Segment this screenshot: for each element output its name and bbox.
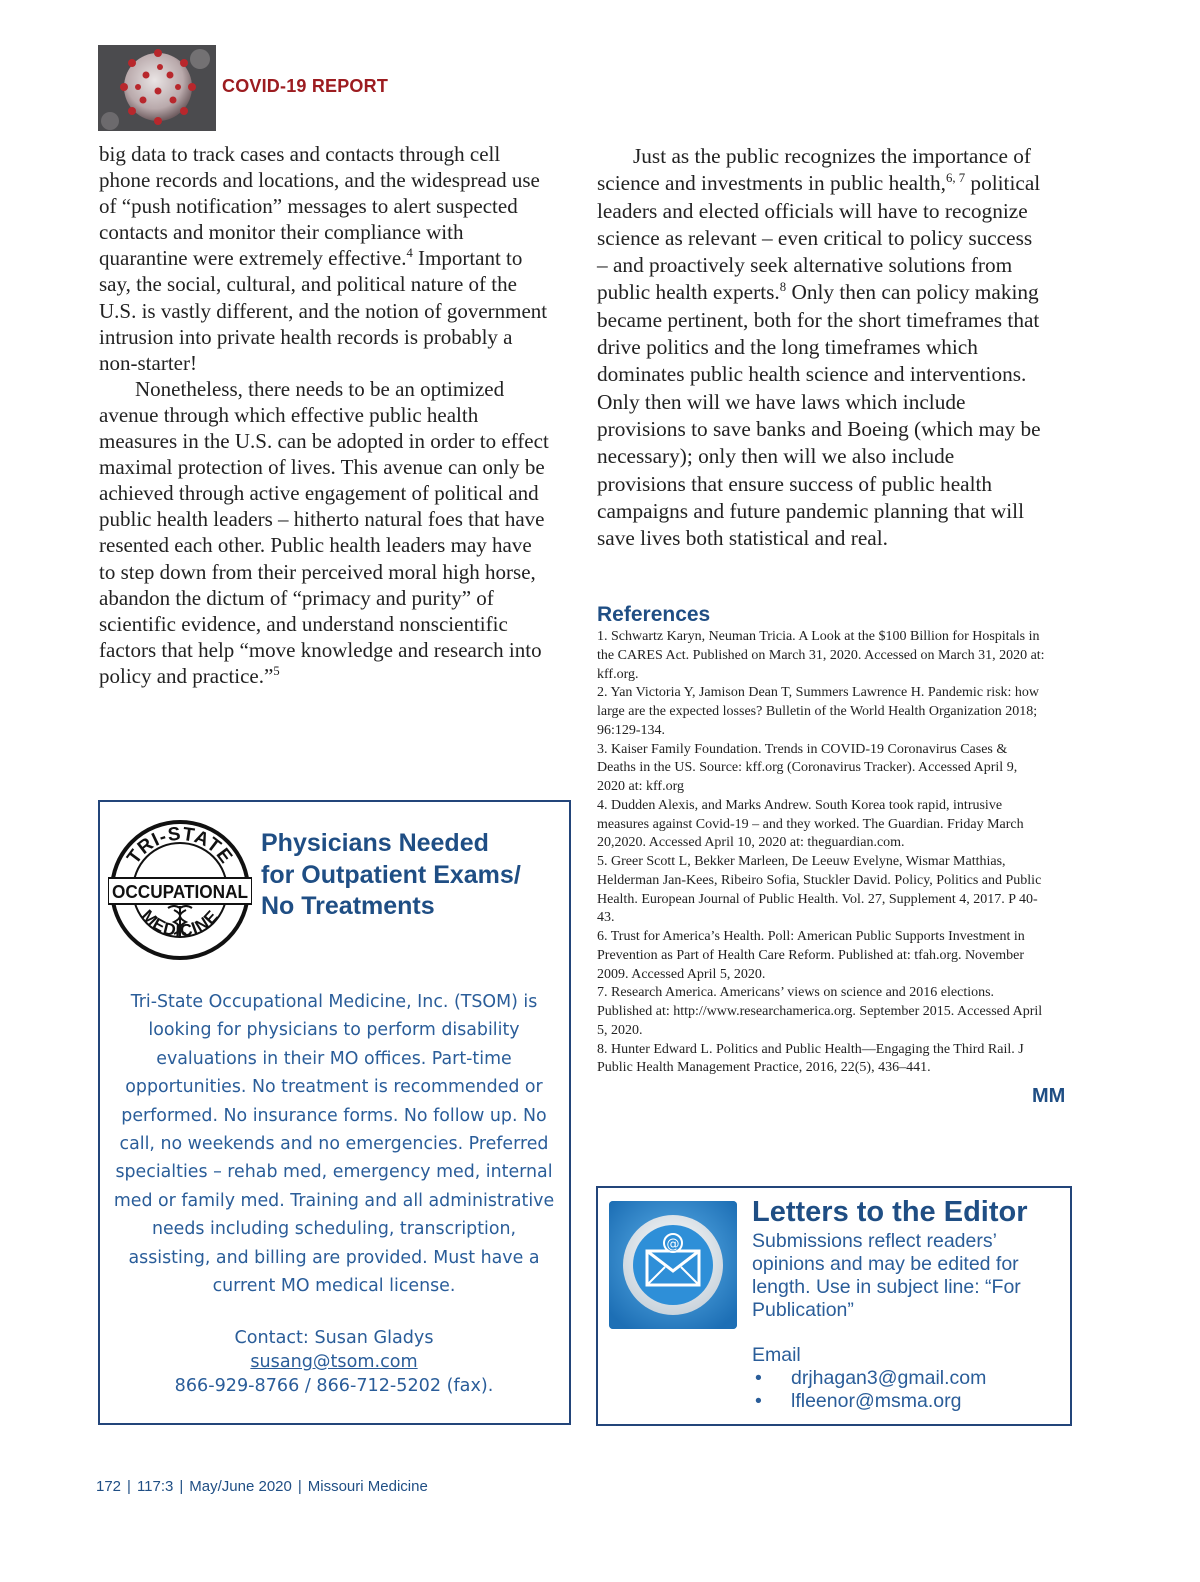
ad-contact xyxy=(112,1326,556,1399)
end-mark: MM xyxy=(1032,1085,1066,1107)
email-envelope-icon xyxy=(609,1201,737,1329)
email-link[interactable]: • drjhagan3@gmail.com xyxy=(752,1367,986,1390)
seal-middle-text: OCCUPATIONAL xyxy=(112,882,248,902)
coronavirus-image xyxy=(98,45,216,131)
ad-body-text: Tri-State Occupational Medicine, Inc. (TSOM) is looking for physicians to perform disability evaluations in their MO offices. Part-time opportunities. No treatment is recommended or performed. No insurance forms. No follow up. No call, no weekends and no emergencies. Preferred specialties – rehab med, emergency med, internal med or family med. Training and all administrative needs including scheduling, transcription, assisting, and billing are provided. Must have a current MO medical license. xyxy=(113,992,555,1297)
ad-title: Physicians Needed for Outpatient Exams/ No Treatments xyxy=(261,829,521,920)
paragraph: big data to track cases and contacts through cell phone records and locations, and the widespread use of “push notification” messages to alert suspected contacts and monitor their compliance with quarantine were extremely effective.$^4$ Important to say, the social, cultural, and political nature of the U.S. is vastly different, and the notion of government intrusion into private health records is probably a non-starter! xyxy=(99,142,548,375)
reference-item: 5. Greer Scott L, Bekker Marleen, De Leeuw Evelyne, Wismar Matthias, Helderman Jan-Kees, Ribeiro Sofia, Stuckler David. Policy, Politics and Public Health. European Journal of Public Health. Vol. 27, Supplement 4, 2017. P 40-43. xyxy=(597,854,1042,926)
citation-ref: 6, 7 xyxy=(945,171,966,186)
tsom-seal-logo xyxy=(108,818,252,962)
seal-top-text: TRI-STATE xyxy=(123,823,237,869)
reference-item: 3. Kaiser Family Foundation. Trends in COVID-19 Coronavirus Cases & Deaths in the US. Source: kff.org (Coronavirus Tracker). Accessed April 9, 2020 at: kff.org xyxy=(597,741,1018,794)
seal-bottom-text: MEDICINE xyxy=(137,906,223,941)
contact-name: Contact: Susan Gladys xyxy=(234,1328,434,1348)
reference-item: 8. Hunter Edward L. Politics and Public Health—Engaging the Third Rail. J Public Health Management Practice, 2016, 22(5), 436–441. xyxy=(597,1041,1024,1076)
journal-name: Missouri Medicine xyxy=(307,1478,428,1495)
issue-date: May/June 2020 xyxy=(189,1478,292,1495)
contact-email-link[interactable]: susang@tsom.com xyxy=(250,1352,418,1373)
reference-item: 2. Yan Victoria Y, Jamison Dean T, Summers Lawrence H. Pandemic risk: how large are the expected losses? Bulletin of the World Health Organization 2018; 96:129-134. xyxy=(597,685,1040,738)
references-list xyxy=(597,628,1047,1078)
email-label: Email xyxy=(752,1344,801,1366)
contact-phone: 866-929-8766 / 866-712-5202 (fax). xyxy=(174,1376,494,1397)
page-footer: 172 | 117:3 | May/June 2020 | Missouri Medicine xyxy=(96,1478,428,1495)
page-number: 172 xyxy=(96,1478,122,1495)
reference-item: 4. Dudden Alexis, and Marks Andrew. South Korea took rapid, intrusive measures against Covid-19 – and they worked. The Guardian. Friday March 20,2020. Accessed April 10, 2020 at: theguardian.com. xyxy=(597,797,1024,851)
letters-body: Submissions reflect readers’ opinions and may be edited for length. Use in subject line: “For Publication” xyxy=(752,1230,1021,1321)
issue-number: 117:3 xyxy=(136,1478,174,1495)
citation-ref: 8 xyxy=(779,280,787,295)
left-column xyxy=(99,141,549,689)
citation-ref: 4 xyxy=(406,246,413,261)
paragraph: Nonetheless, there needs to be an optimized avenue through which effective public health measures in the U.S. can be adopted in order to effect maximal protection of lives. This avenue can only be achieved through active engagement of political and public health leaders – hitherto natural foes that have resented each other. Public health leaders may have to step down from their perceived moral high horse, abandon the dictum of “primacy and purity” of scientific evidence, and understand nonscientific factors that help “move knowledge and research into policy and practice.”$^5$ xyxy=(99,376,549,688)
email-link[interactable]: • lfleenor@msma.org xyxy=(752,1390,986,1413)
reference-item: 6. Trust for America’s Health. Poll: American Public Supports Investment in Prevention as Part of Health Care Reform. Published at: tfah.org. November 2009. Accessed April 5, 2020. xyxy=(597,929,1025,982)
section-label: COVID-19 REPORT xyxy=(222,76,389,96)
right-column xyxy=(597,143,1045,552)
citation-ref: 5 xyxy=(273,663,280,678)
paragraph: Just as the public recognizes the importance of science and investments in public health,$^{6, 7}$ political leaders and elected officials will have to recognize science as relevant – even critical to policy success – and proactively seek alternative solutions from public health experts.$^8$ Only then can policy making became pertinent, both for the short timeframes that drive politics and the long timeframes which dominates public health science and interventions. Only then will we have laws which include provisions to save banks and Boeing (which may be necessary); only then will we also include provisions that ensure success of public health campaigns and future pandemic planning that will save lives both statistical and real. xyxy=(597,144,1041,551)
reference-item: 7. Research America. Americans’ views on science and 2016 elections. Published at: http://www.researchamerica.org. September 2015. Accessed April 5, 2020. xyxy=(597,985,1043,1038)
letters-title: Letters to the Editor xyxy=(752,1196,1028,1228)
svg-text:@: @ xyxy=(666,1237,680,1252)
references-heading: References xyxy=(597,603,711,626)
email-list xyxy=(752,1367,986,1413)
reference-item: 1. Schwartz Karyn, Neuman Tricia. A Look at the $100 Billion for Hospitals in the CARES Act. Published on March 31, 2020. Accessed on March 31, 2020 at: kff.org. xyxy=(597,629,1045,682)
